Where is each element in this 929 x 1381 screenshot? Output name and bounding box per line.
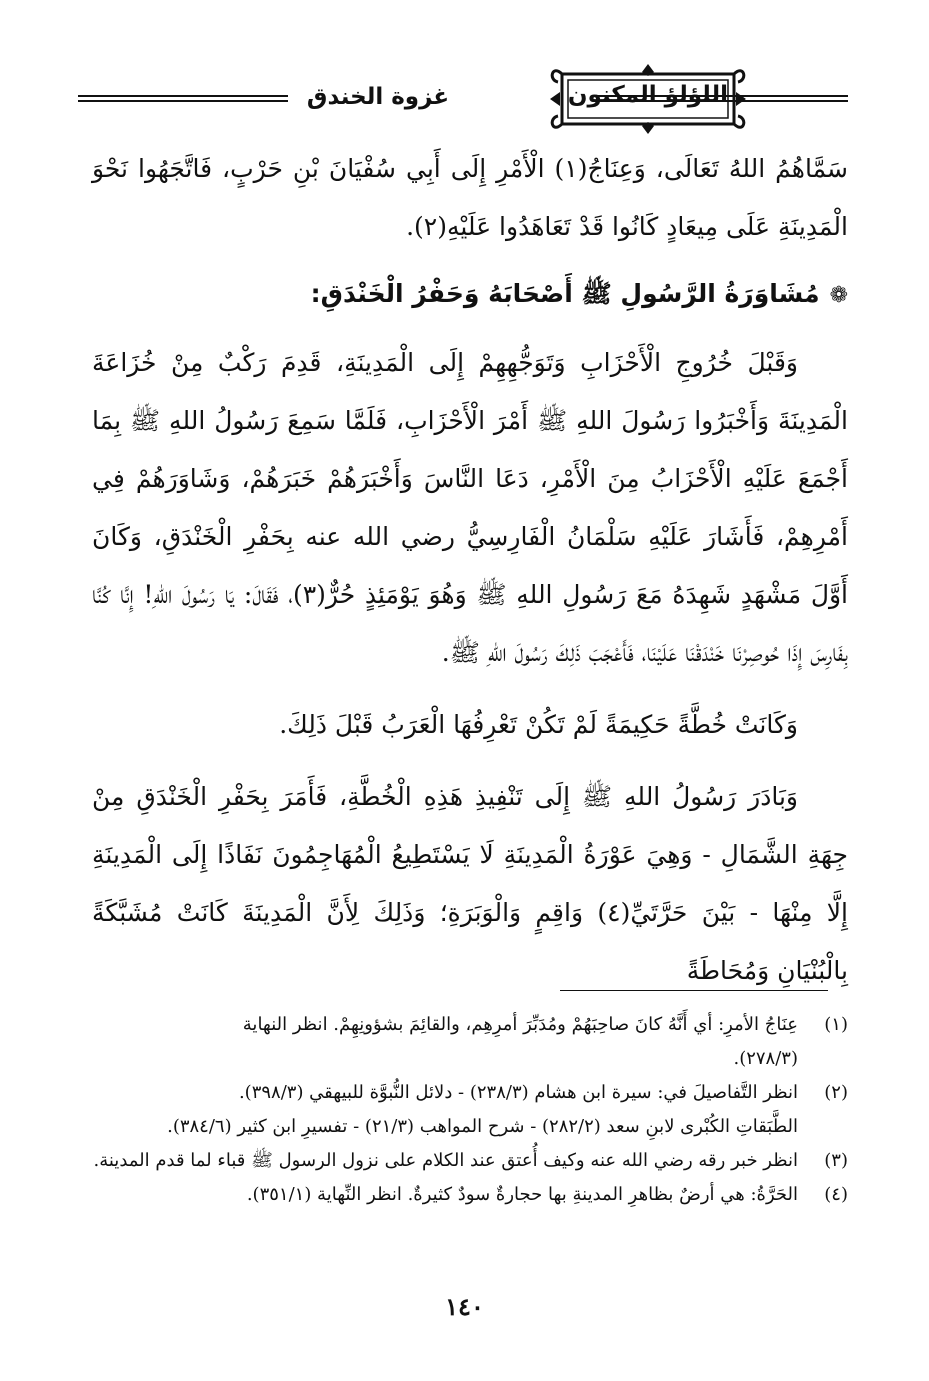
footnote-divider: [560, 990, 828, 991]
running-header: [78, 58, 848, 144]
page-number: ١٤٠: [445, 1292, 484, 1321]
book-title: اللؤلؤ المكنون: [567, 82, 729, 108]
footnote-continuation: (٢٧٨/٣).: [733, 1048, 798, 1069]
footnote-3: [92, 1144, 848, 1178]
footnote-1: [92, 1008, 848, 1076]
footnote-number: (٤): [824, 1184, 848, 1205]
footnote-text: عِنَاجُ الأمرِ: أي أَنَّهُ كانَ صاحِبَهُمْ ومُدَبِّرَ أمرِهِم، والقائِمَ بشؤونِهِمْ. انظر النهاية: [242, 1014, 798, 1035]
paragraph-4: وَبَادَرَ رَسُولُ اللهِ ﷺ إِلَى تَنْفِيذِ هَذِهِ الْخُطَّةِ، فَأَمَرَ بِحَفْرِ الْخَنْدَقِ مِنْ جِهَةِ الشَّمَالِ - وَهِيَ عَوْرَةُ الْمَدِينَةِ لَا يَسْتَطِيعُ الْمُهَاجِمُونَ نَفَاذًا إِلَى الْمَدِينَةِ إِلَّا مِنْهَا - بَيْنَ حَرَّتَيِّ(٤) وَاقِمٍ وَالْوَبَرَةِ؛ وَذَلِكَ لِأَنَّ الْمَدِينَةَ كَانَتْ مُشَبَّكَةً بِالْبُنْيَانِ وَمُحَاطَةً: [92, 782, 849, 985]
footnote-number: (١): [824, 1014, 848, 1035]
footnote-number: (٣): [824, 1150, 848, 1171]
footnote-2: [92, 1076, 848, 1144]
main-text: [92, 140, 848, 1000]
footnote-continuation: الطَّبَقاتِ الكُبْرى لابنِ سعد (٢٨٢/٢) - شرح المواهب (٢١/٣) - تفسيرِ ابن كثير (٣٨٤/٦).: [167, 1116, 798, 1137]
flower-ornament-icon: ❁: [829, 283, 848, 308]
footnote-number: (٢): [824, 1082, 848, 1103]
footnote-4: [92, 1178, 848, 1212]
header-rule-left: [78, 95, 288, 107]
paragraph-1: سَمَّاهُمُ اللهُ تَعَالَى، وَعِنَاجُ(١) الْأَمْرِ إِلَى أَبِي سُفْيَانَ بْنِ حَرْبٍ، فَاتَّجَهُوا نَحْوَ الْمَدِينَةِ عَلَى مِيعَادٍ كَانُوا قَدْ تَعَاهَدُوا عَلَيْهِ(٢).: [92, 154, 848, 241]
paragraph-2: وَقَبْلَ خُرُوجِ الْأَحْزَابِ وَتَوَجُّهِهِمْ إِلَى الْمَدِينَةِ، قَدِمَ رَكْبٌ مِنْ خُزَاعَةَ الْمَدِينَةَ وَأَخْبَرُوا رَسُولَ اللهِ ﷺ أَمْرَ الْأَحْزَابِ، فَلَمَّا سَمِعَ رَسُولُ اللهِ ﷺ بِمَا أَجْمَعَ عَلَيْهِ الْأَحْزَابُ مِنَ الْأَمْرِ، دَعَا النَّاسَ وَأَخْبَرَهُمْ خَبَرَهُمْ، وَشَاوَرَهُمْ فِي أَمْرِهِمْ، فَأَشَارَ عَلَيْهِ سَلْمَانُ الْفَارِسِيُّ رضي الله عنه بِحَفْرِ الْخَنْدَقِ، وَكَانَ أَوَّلَ مَشْهَدٍ شَهِدَهُ مَعَ رَسُولِ اللهِ ﷺ وَهُوَ يَوْمَئِذٍ حُرٌّ(٣)، فَقَالَ: يَا رَسُولَ اللهِ! إِنَّا كُنَّا بِفَارِسَ إِذَا حُوصِرْنَا خَنْدَقْنَا عَلَيْنَا، فَأَعْجَبَ ذَلِكَ رَسُولَ اللهِ ﷺ.: [92, 348, 848, 667]
footnotes: [92, 1008, 848, 1212]
section-heading: [92, 270, 848, 320]
chapter-title: غزوة الخندق: [306, 84, 450, 110]
section-heading-text: مُشَاوَرَةُ الرَّسُولِ ﷺ أَصْحَابَهُ وَحَفْرُ الْخَنْدَقِ:: [310, 279, 820, 308]
book-title-cartouche: [548, 60, 748, 138]
footnote-text: انظر التَّفاصيلَ في: سيرة ابن هشام (٢٣٨/٣) - دلائل النُّبوَّة للبيهقي (٣٩٨/٣).: [238, 1082, 798, 1103]
footnote-text: الحَرَّةُ: هي أرضٌ بظاهرِ المدينةِ بها حجارةٌ سودٌ كثيرةٌ. انظر النِّهاية (٣٥١/١).: [246, 1184, 798, 1205]
paragraph-3: وَكَانَتْ خُطَّةً حَكِيمَةً لَمْ تَكُنْ تَعْرِفُهَا الْعَرَبُ قَبْلَ ذَلِكَ.: [279, 710, 798, 739]
footnote-text: انظر خبر رقه رضي الله عنه وكيف أُعتق عند الكلام على نزول الرسول ﷺ قباء لما قدم المدينة.: [93, 1150, 798, 1171]
